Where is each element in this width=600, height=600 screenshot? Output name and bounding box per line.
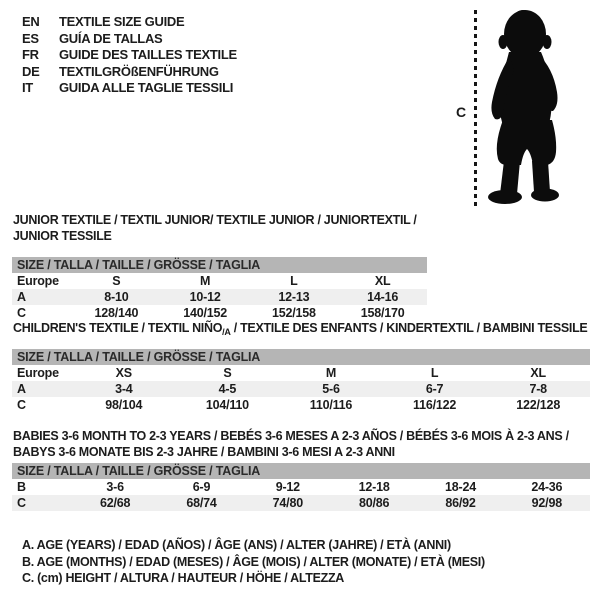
babies-size-table <box>12 479 590 511</box>
row-label: B <box>17 480 26 494</box>
lang-row-de <box>22 64 237 81</box>
table-cell: 110/116 <box>309 398 353 412</box>
lang-code: FR <box>22 47 39 62</box>
lang-row-fr <box>22 47 237 64</box>
table-cell: 80/86 <box>359 496 390 510</box>
table-row <box>12 305 427 321</box>
row-label: Europe <box>17 366 59 380</box>
children-section <box>12 320 590 413</box>
children-title-prefix: CHILDREN'S TEXTILE / TEXTIL NIÑO <box>13 321 223 335</box>
table-cell: 6-9 <box>192 480 211 494</box>
table-cell: 3-6 <box>106 480 124 494</box>
lang-label: TEXTILE SIZE GUIDE <box>59 14 185 29</box>
lang-row-es <box>22 31 237 48</box>
junior-title: JUNIOR TEXTILE / TEXTIL JUNIOR/ TEXTILE JUNIOR / JUNIORTEXTIL / JUNIOR TESSILE <box>13 213 417 243</box>
table-row <box>12 289 427 305</box>
table-cell: 62/68 <box>100 496 131 510</box>
table-cell: 152/158 <box>271 306 316 320</box>
row-label: C <box>17 496 26 510</box>
table-cell: 3-4 <box>115 382 133 396</box>
row-label: C <box>17 306 26 320</box>
children-size-table <box>12 365 590 413</box>
lang-code: DE <box>22 63 40 79</box>
table-cell: 9-12 <box>275 480 300 494</box>
table-row <box>12 365 590 381</box>
table-cell: XL <box>530 366 546 380</box>
babies-section <box>12 428 590 511</box>
row-label: C <box>17 398 26 412</box>
table-cell: 6-7 <box>425 382 444 396</box>
table-cell: S <box>223 366 232 380</box>
table-cell: 12-18 <box>358 480 390 494</box>
table-cell: 86/92 <box>445 496 476 510</box>
table-cell: 128/140 <box>94 306 139 320</box>
table-cell: 116/122 <box>413 398 457 412</box>
junior-section <box>12 212 427 321</box>
table-cell: 10-12 <box>189 290 221 304</box>
row-label: A <box>17 382 26 396</box>
table-cell: 122/128 <box>516 398 561 412</box>
footnote-c: C. (cm) HEIGHT / ALTURA / HAUTEUR / HÖHE / ALTEZZA <box>22 571 345 585</box>
babies-title-line2: BABYS 3-6 MONATE BIS 2-3 JAHRE / BAMBINI 3-6 MESI A 2-3 ANNI <box>13 445 395 459</box>
table-cell: 8-10 <box>104 290 129 304</box>
table-cell: 7-8 <box>529 382 547 396</box>
children-title <box>13 320 590 337</box>
table-cell: 68/74 <box>186 496 217 510</box>
table-cell: 158/170 <box>360 306 405 320</box>
table-cell: 92/98 <box>531 496 562 510</box>
table-cell: 140/152 <box>183 306 228 320</box>
table-row <box>12 495 590 511</box>
table-cell: 12-13 <box>278 290 310 304</box>
table-cell: 14-16 <box>367 290 399 304</box>
table-cell: S <box>112 274 121 288</box>
lang-row-it <box>22 80 237 97</box>
table-cell: M <box>325 366 337 380</box>
row-label: Europe <box>17 274 59 288</box>
lang-label: GUIDA ALLE TAGLIE TESSILI <box>59 80 234 95</box>
babies-title-line1: BABIES 3-6 MONTH TO 2-3 YEARS / BEBÉS 3-6 MESES A 2-3 AÑOS / BÉBÉS 3-6 MOIS À 2-3 ANS / <box>13 429 569 443</box>
lang-row-en <box>22 14 237 31</box>
table-cell: XL <box>374 274 391 288</box>
table-cell: 5-6 <box>322 382 340 396</box>
footnote-b: B. AGE (MONTHS) / EDAD (MESES) / ÂGE (MOIS) / ALTER (MONATE) / ETÀ (MESI) <box>22 554 485 569</box>
height-measure-line <box>474 10 477 206</box>
children-title-subscript: /A <box>222 327 231 337</box>
children-size-header: SIZE / TALLA / TAILLE / GRÖSSE / TAGLIA <box>12 349 590 365</box>
language-title-block <box>22 14 237 97</box>
footnote-a: A. AGE (YEARS) / EDAD (AÑOS) / ÂGE (ANS) / ALTER (JAHRE) / ETÀ (ANNI) <box>22 538 451 552</box>
table-cell: 104/110 <box>205 398 249 412</box>
lang-code: IT <box>22 80 33 95</box>
table-cell: 24-36 <box>531 480 563 494</box>
table-row <box>12 479 590 495</box>
children-title-suffix: / TEXTILE DES ENFANTS / KINDERTEXTIL / BAMBINI TESSILE <box>230 321 588 335</box>
baby-figure <box>450 0 600 212</box>
table-row <box>12 381 590 397</box>
lang-code: ES <box>22 30 39 46</box>
babies-title <box>13 428 590 460</box>
table-cell: XS <box>115 366 132 380</box>
table-cell: M <box>200 274 211 288</box>
babies-size-header: SIZE / TALLA / TAILLE / GRÖSSE / TAGLIA <box>12 463 590 479</box>
baby-silhouette-icon <box>483 6 583 206</box>
table-row <box>12 273 427 289</box>
footnotes-block <box>22 537 485 587</box>
junior-size-header: SIZE / TALLA / TAILLE / GRÖSSE / TAGLIA <box>12 257 427 273</box>
table-cell: 98/104 <box>105 398 143 412</box>
row-label: A <box>17 290 26 304</box>
table-row <box>12 397 590 413</box>
height-measure-label: C <box>456 104 467 120</box>
lang-label: TEXTILGRÖßENFÜHRUNG <box>59 63 219 79</box>
table-cell: 4-5 <box>218 382 237 396</box>
table-cell: L <box>290 274 298 288</box>
lang-label: GUÍA DE TALLAS <box>59 30 163 46</box>
table-cell: 18-24 <box>444 480 476 494</box>
junior-size-table <box>12 273 427 321</box>
lang-code: EN <box>22 14 40 29</box>
table-cell: 74/80 <box>272 496 303 510</box>
table-cell: L <box>430 366 439 380</box>
lang-label: GUIDE DES TAILLES TEXTILE <box>59 47 237 62</box>
